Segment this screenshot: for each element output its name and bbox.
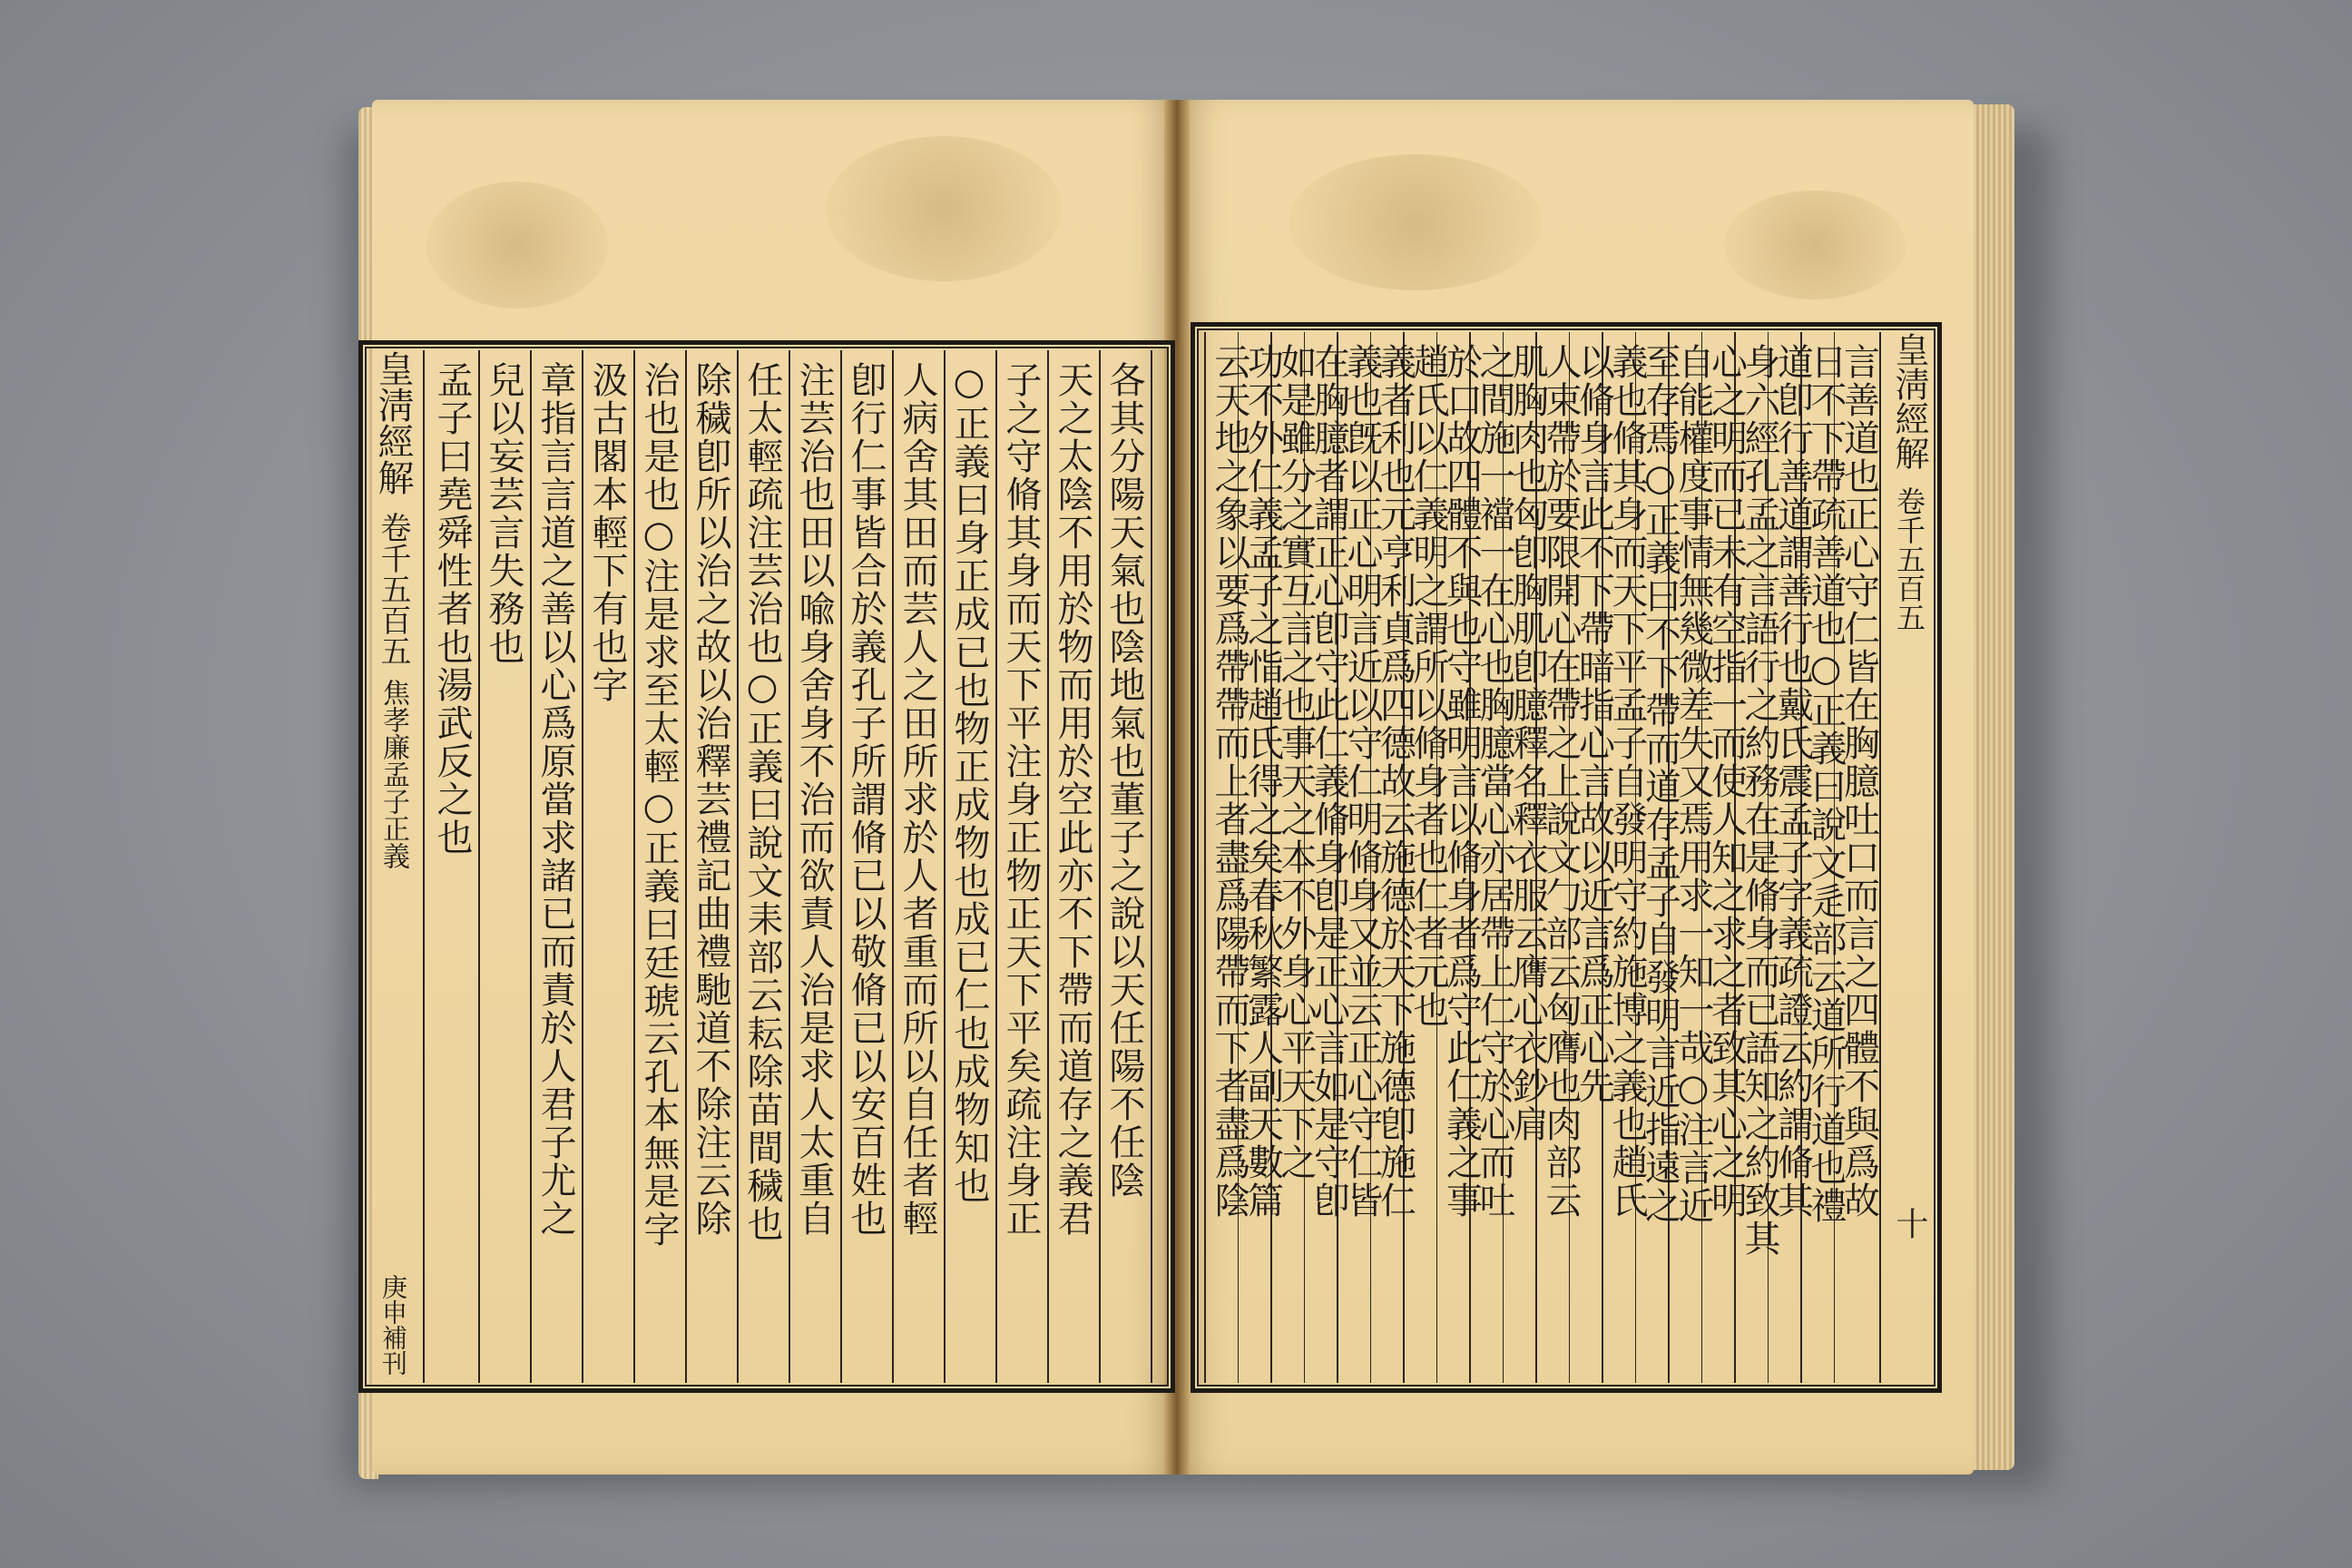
column-rule [737,350,739,1383]
left-margin-column [365,350,421,1376]
text-column [430,361,474,857]
margin-author: 焦孝廉孟子正義 [377,679,409,869]
column-text: 功不外仁義孟子之恉趙氏得之矣春秋繁露人副天數篇 [1241,343,1284,1220]
right-margin-column [1883,332,1936,1376]
column-text: 子之守脩其身而天下平注身正物正天下平矣疏注身正 [1000,361,1042,1238]
column-rule [892,350,894,1383]
text-column [1051,361,1094,1238]
text-column [792,361,836,1238]
column-rule [530,350,532,1383]
column-text: 各其分陽天氣也陰地氣也董子之說以天任陽不任陰 [1103,361,1145,1200]
column-text: 卽行仁事皆合於義孔子所謂脩已以敬脩已以安百姓也 [845,361,887,1238]
column-text: 言善道也正心守仁皆在胸臆吐口而言之四體不與爲故 [1838,343,1880,1220]
column-text: 道卽行善道謂善行也戴氏震孟子字義疏證云約謂脩其 [1771,343,1814,1220]
margin-volume: 卷千五百五 [1892,486,1926,632]
text-column [740,361,784,1243]
column-text: 以脩身言此不下帶暗指心言故以近言爲正心先 [1573,343,1615,1105]
column-rule [633,350,635,1383]
column-text: 義也旣以正心明言近以守仁明脩身又並云正心守仁皆 [1341,343,1383,1220]
text-column [482,361,525,666]
column-text: 章指言言道之善以心爲原當求諸已而責於人君子尤之 [534,361,576,1238]
text-column [999,361,1043,1238]
column-text: 自能權度事情無幾微差失又焉用求一知一哉○注言近 [1672,343,1714,1225]
column-text: 人病舍其田而芸人之田所求於人者重而所以自任者輕 [897,361,938,1238]
stain [1289,154,1543,290]
column-text: 汲古閣本輕下有也字 [586,361,628,704]
column-rule [840,350,842,1383]
text-column [896,361,939,1238]
column-text: 義也脩其身而天下平孟子自發明守約施博之義也趙氏 [1606,343,1648,1220]
column-text: 除穢卽所以治之故以治釋芸禮記曲禮馳道不除注云除 [690,361,731,1238]
column-text: ○正義曰身正成已也物正成物也成已仁也成物知也 [948,361,990,1205]
column-rule [478,350,480,1383]
text-column [1102,361,1146,1200]
column-rule [582,350,583,1383]
column-rule [1047,350,1049,1383]
column-text: 注芸治也田以喩身舍身不治而欲責人治是求人太重自 [793,361,835,1238]
column-text: 天之太陰不用於物而用於空此亦不下帶而道存之義君 [1052,361,1093,1238]
column-text: 人束帶於要限開心在帶之上說文勹部云匈膺也肉部云 [1540,343,1582,1220]
stain [826,136,1062,281]
margin-title: 皇淸經解 [1889,332,1929,470]
text-column [585,361,629,704]
column-text: 在胸臆者謂正心卽守此仁義脩身卽是正心言如是守卽 [1308,343,1350,1220]
column-rule [1099,350,1101,1383]
column-rule [995,350,997,1383]
stain [426,181,608,309]
margin-print: 庚申補刊 [378,1274,408,1376]
text-column [689,361,732,1238]
column-text: 兒以妄芸言失務也 [483,361,524,666]
margin-number: 十 [1891,1207,1928,1240]
column-rule [423,350,425,1383]
column-rule [1151,350,1152,1383]
column-text: 至存焉○正義曰不下帶而道存孟子自發明言近指遠之 [1639,343,1681,1225]
column-rule [685,350,687,1383]
column-text: 如是雖分之實互言之也事天之本不外身心平天下之 [1275,343,1317,1181]
column-text: 任太輕疏注芸治也○正義曰說文耒部云耘除苗間穢也 [741,361,783,1243]
column-text: 之間施一襠一在心也胸臆當心亦居帶上仁守於心而吐 [1474,343,1515,1220]
margin-title: 皇淸經解 [372,350,414,495]
column-text: 日不下帶疏善道也○正義曰說文辵部云道所行道也禮 [1805,343,1847,1225]
column-rule [1204,332,1206,1383]
column-text: 孟子曰堯舜性者也湯武反之也 [431,361,473,857]
right-text-frame [1191,322,1942,1393]
column-rule [789,350,790,1383]
text-column [947,361,991,1205]
stain [1724,191,1906,299]
text-column [534,361,577,1238]
column-text: 肌胸肉也匈卽胸肌卽臆釋名釋衣服云膺心衣鈔肩 [1506,343,1549,1143]
column-rule [944,350,946,1383]
column-text: 身六經孔孟之言語行之約務在是脩身而已語知之約致其 [1739,343,1780,1258]
left-text-frame [358,340,1175,1393]
text-column [1208,343,1251,1220]
margin-volume: 卷千五百五 [375,512,411,666]
column-text: 趙氏以仁義明之謂所以脩身者也仁者元也 [1407,343,1449,1029]
column-text: 義者利也元亨利貞爲四德故云施德於天下施德卽施仁 [1374,343,1416,1220]
text-column [844,361,887,1238]
column-text: 於口故四體不與也守雖明言以脩身者爲守此仁義之事 [1440,343,1483,1220]
column-text: 心之明而已未有空指一而使人知之求之者致其心之明 [1705,343,1748,1220]
text-column [637,361,681,1249]
column-text: 云天地之象以要爲帶帶而上者盡爲陽帶而下者盡爲陰 [1209,343,1250,1220]
column-text: 治也是也○注是求至太輕○正義曰廷琥云孔本無是字 [638,361,680,1249]
